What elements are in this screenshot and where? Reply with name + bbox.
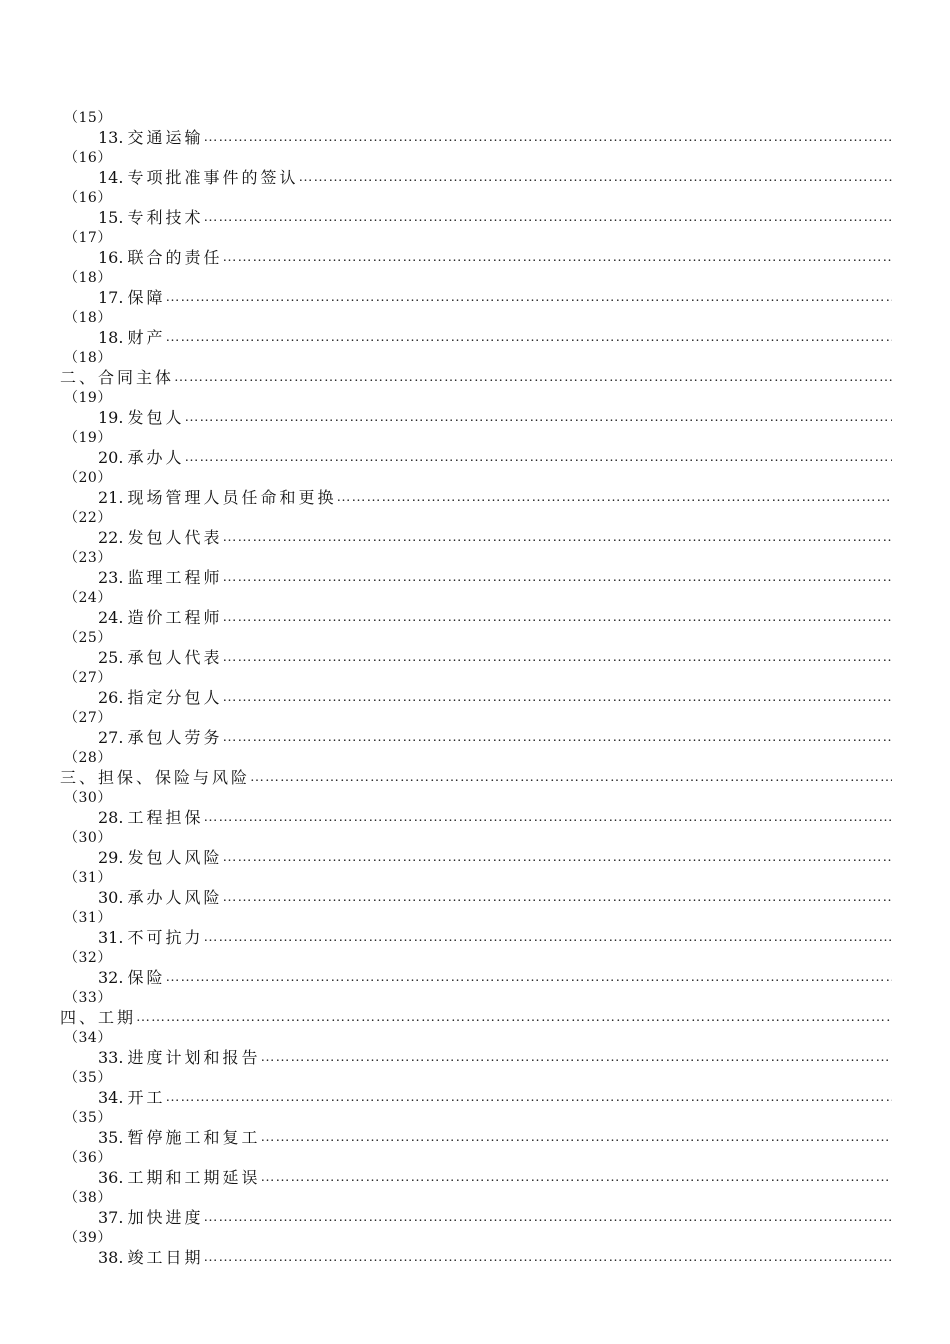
toc-entry-label xyxy=(98,1248,203,1268)
toc-entry-number: 32. xyxy=(98,968,124,987)
toc-page-number: （31） xyxy=(64,910,112,926)
toc-entry-label xyxy=(98,1128,260,1148)
toc-entry-number: 25. xyxy=(98,648,124,667)
toc-entry-number: 35. xyxy=(98,1128,124,1147)
toc-entry[interactable] xyxy=(0,848,950,868)
toc-entry-title: 现场管理人员任命和更换 xyxy=(127,488,337,507)
toc-entry-title: 保险 xyxy=(127,968,166,987)
toc-entry-label xyxy=(98,888,222,908)
toc-entry-label xyxy=(98,1048,260,1068)
toc-entry-label xyxy=(98,688,222,708)
toc-entry-title: 开工 xyxy=(127,1088,166,1107)
toc-page-number: （23） xyxy=(64,550,112,566)
dot-leader xyxy=(165,1088,892,1108)
toc-page-number: （27） xyxy=(64,670,112,686)
dot-leader xyxy=(222,568,892,588)
toc-entry-number: 20. xyxy=(98,448,124,467)
toc-entry-label xyxy=(98,248,222,268)
dot-leader xyxy=(165,328,892,348)
toc-entry-label xyxy=(98,928,203,948)
toc-entry-label xyxy=(98,568,222,588)
toc-entry-title: 造价工程师 xyxy=(127,608,223,627)
toc-page-number: （31） xyxy=(64,870,112,886)
dot-leader xyxy=(222,608,892,628)
toc-page-number: （28） xyxy=(64,750,112,766)
toc-entry-label xyxy=(98,608,222,628)
dot-leader xyxy=(203,928,892,948)
toc-entry-number: 22. xyxy=(98,528,124,547)
toc-entry[interactable] xyxy=(0,928,950,948)
dot-leader xyxy=(222,528,892,548)
toc-entry-title: 加快进度 xyxy=(127,1208,204,1227)
toc-entry[interactable] xyxy=(0,1208,950,1228)
toc-section-entry[interactable] xyxy=(0,368,950,388)
toc-page-number: （39） xyxy=(64,1230,112,1246)
toc-entry-number: 15. xyxy=(98,208,124,227)
toc-page-number: （35） xyxy=(64,1070,112,1086)
toc-entry-number: 23. xyxy=(98,568,124,587)
toc-page-number: （20） xyxy=(64,470,112,486)
toc-entries xyxy=(0,128,950,1268)
toc-entry[interactable] xyxy=(0,448,950,468)
toc-entry-title: 四、工期 xyxy=(60,1008,137,1027)
toc-entry-number: 34. xyxy=(98,1088,124,1107)
dot-leader xyxy=(203,128,892,148)
table-of-contents xyxy=(0,108,950,1268)
dot-leader xyxy=(203,1208,892,1228)
toc-entry-number: 16. xyxy=(98,248,124,267)
toc-entry-title: 发包人代表 xyxy=(127,528,223,547)
toc-entry[interactable] xyxy=(0,128,950,148)
toc-entry-title: 竣工日期 xyxy=(127,1248,204,1267)
dot-leader xyxy=(222,688,892,708)
toc-entry[interactable] xyxy=(0,648,950,668)
dot-leader xyxy=(203,1248,892,1268)
dot-leader xyxy=(222,888,892,908)
dot-leader xyxy=(222,648,892,668)
dot-leader xyxy=(260,1048,892,1068)
toc-entry-number: 24. xyxy=(98,608,124,627)
dot-leader xyxy=(222,728,892,748)
toc-page-number: （25） xyxy=(64,630,112,646)
dot-leader xyxy=(174,368,892,388)
toc-entry-title: 保障 xyxy=(127,288,166,307)
toc-page-number: （38） xyxy=(64,1190,112,1206)
dot-leader xyxy=(298,168,892,188)
toc-page-number: （18） xyxy=(64,270,112,286)
toc-entry-label xyxy=(60,768,250,788)
toc-entry-title: 三、担保、保险与风险 xyxy=(60,768,251,787)
toc-page-number: （18） xyxy=(64,310,112,326)
toc-entry-number: 13. xyxy=(98,128,124,147)
dot-leader xyxy=(203,208,892,228)
toc-entry-number: 37. xyxy=(98,1208,124,1227)
toc-entry-label xyxy=(98,488,336,508)
toc-page-number: （18） xyxy=(64,350,112,366)
toc-entry-title: 监理工程师 xyxy=(127,568,223,587)
toc-page-number: （34） xyxy=(64,1030,112,1046)
toc-entry-label xyxy=(98,1088,165,1108)
toc-page-number: （22） xyxy=(64,510,112,526)
toc-section-entry[interactable] xyxy=(0,1008,950,1028)
toc-entry-title: 承办人 xyxy=(127,448,185,467)
toc-page-number: （19） xyxy=(64,390,112,406)
toc-entry[interactable] xyxy=(0,288,950,308)
toc-entry-title: 专项批准事件的签认 xyxy=(127,168,299,187)
toc-entry-label xyxy=(98,328,165,348)
toc-entry-label xyxy=(98,848,222,868)
toc-entry[interactable] xyxy=(0,688,950,708)
toc-entry-number: 26. xyxy=(98,688,124,707)
dot-leader xyxy=(260,1128,892,1148)
toc-entry-number: 14. xyxy=(98,168,124,187)
dot-leader xyxy=(222,248,892,268)
toc-page-number: （33） xyxy=(64,990,112,1006)
toc-entry-number: 36. xyxy=(98,1168,124,1187)
toc-entry-title: 承办人风险 xyxy=(127,888,223,907)
toc-page-number: （30） xyxy=(64,790,112,806)
toc-entry[interactable] xyxy=(0,568,950,588)
toc-entry-label xyxy=(60,1008,136,1028)
toc-entry[interactable] xyxy=(0,1088,950,1108)
toc-entry-title: 专利技术 xyxy=(127,208,204,227)
toc-entry[interactable] xyxy=(0,888,950,908)
dot-leader xyxy=(165,288,892,308)
toc-entry-label xyxy=(98,728,222,748)
toc-entry-title: 发包人 xyxy=(127,408,185,427)
toc-section-entry[interactable] xyxy=(0,768,950,788)
toc-entry-title: 工期和工期延误 xyxy=(127,1168,261,1187)
toc-entry-title: 暂停施工和复工 xyxy=(127,1128,261,1147)
toc-page-number: （30） xyxy=(64,830,112,846)
toc-entry-number: 21. xyxy=(98,488,124,507)
dot-leader xyxy=(165,968,892,988)
toc-entry[interactable] xyxy=(0,1248,950,1268)
toc-page-number: （32） xyxy=(64,950,112,966)
toc-entry-number: 17. xyxy=(98,288,124,307)
toc-entry[interactable] xyxy=(0,608,950,628)
toc-entry[interactable] xyxy=(0,728,950,748)
dot-leader xyxy=(260,1168,892,1188)
dot-leader xyxy=(336,488,892,508)
toc-page-number: （35） xyxy=(64,1110,112,1126)
toc-entry-number: 29. xyxy=(98,848,124,867)
toc-entry-title: 承包人劳务 xyxy=(127,728,223,747)
toc-entry-title: 指定分包人 xyxy=(127,688,223,707)
toc-entry-number: 38. xyxy=(98,1248,124,1267)
toc-entry[interactable] xyxy=(0,408,950,428)
toc-entry-number: 31. xyxy=(98,928,124,947)
toc-entry[interactable] xyxy=(0,528,950,548)
toc-entry-label xyxy=(98,208,203,228)
dot-leader xyxy=(136,1008,892,1028)
toc-entry-title: 财产 xyxy=(127,328,166,347)
toc-entry[interactable] xyxy=(0,1128,950,1148)
toc-entry-title: 二、合同主体 xyxy=(60,368,175,387)
toc-entry[interactable] xyxy=(0,1048,950,1068)
toc-entry-label xyxy=(98,968,165,988)
toc-entry-label xyxy=(98,288,165,308)
toc-entry-number: 27. xyxy=(98,728,124,747)
toc-page-number: （15） xyxy=(64,110,112,126)
toc-entry-label xyxy=(98,528,222,548)
toc-entry[interactable] xyxy=(0,1168,950,1188)
toc-page-number: （24） xyxy=(64,590,112,606)
toc-entry-label xyxy=(98,1168,260,1188)
toc-entry-number: 28. xyxy=(98,808,124,827)
dot-leader xyxy=(222,848,892,868)
toc-page-number: （19） xyxy=(64,430,112,446)
toc-entry-label xyxy=(98,648,222,668)
toc-entry-title: 交通运输 xyxy=(127,128,204,147)
toc-entry-label xyxy=(98,168,298,188)
toc-entry[interactable] xyxy=(0,248,950,268)
toc-entry[interactable] xyxy=(0,208,950,228)
dot-leader xyxy=(184,448,892,468)
toc-entry-label xyxy=(98,408,184,428)
dot-leader xyxy=(203,808,892,828)
toc-page-number: （17） xyxy=(64,230,112,246)
toc-entry-label xyxy=(98,448,184,468)
toc-page-number: （36） xyxy=(64,1150,112,1166)
toc-entry-label xyxy=(98,1208,203,1228)
toc-entry[interactable] xyxy=(0,808,950,828)
toc-entry-title: 进度计划和报告 xyxy=(127,1048,261,1067)
dot-leader xyxy=(250,768,892,788)
toc-entry-title: 联合的责任 xyxy=(127,248,223,267)
toc-entry-title: 不可抗力 xyxy=(127,928,204,947)
toc-entry-number: 18. xyxy=(98,328,124,347)
toc-page-number: （27） xyxy=(64,710,112,726)
toc-page-number: （16） xyxy=(64,190,112,206)
toc-entry[interactable] xyxy=(0,968,950,988)
toc-entry-label xyxy=(98,808,203,828)
dot-leader xyxy=(184,408,892,428)
toc-entry-label xyxy=(60,368,174,388)
toc-entry[interactable] xyxy=(0,168,950,188)
toc-page-number: （16） xyxy=(64,150,112,166)
toc-entry-title: 承包人代表 xyxy=(127,648,223,667)
toc-entry[interactable] xyxy=(0,328,950,348)
toc-entry-label xyxy=(98,128,203,148)
toc-entry-number: 33. xyxy=(98,1048,124,1067)
toc-entry-number: 19. xyxy=(98,408,124,427)
toc-entry-title: 工程担保 xyxy=(127,808,204,827)
toc-entry-number: 30. xyxy=(98,888,124,907)
toc-entry-title: 发包人风险 xyxy=(127,848,223,867)
toc-entry[interactable] xyxy=(0,488,950,508)
